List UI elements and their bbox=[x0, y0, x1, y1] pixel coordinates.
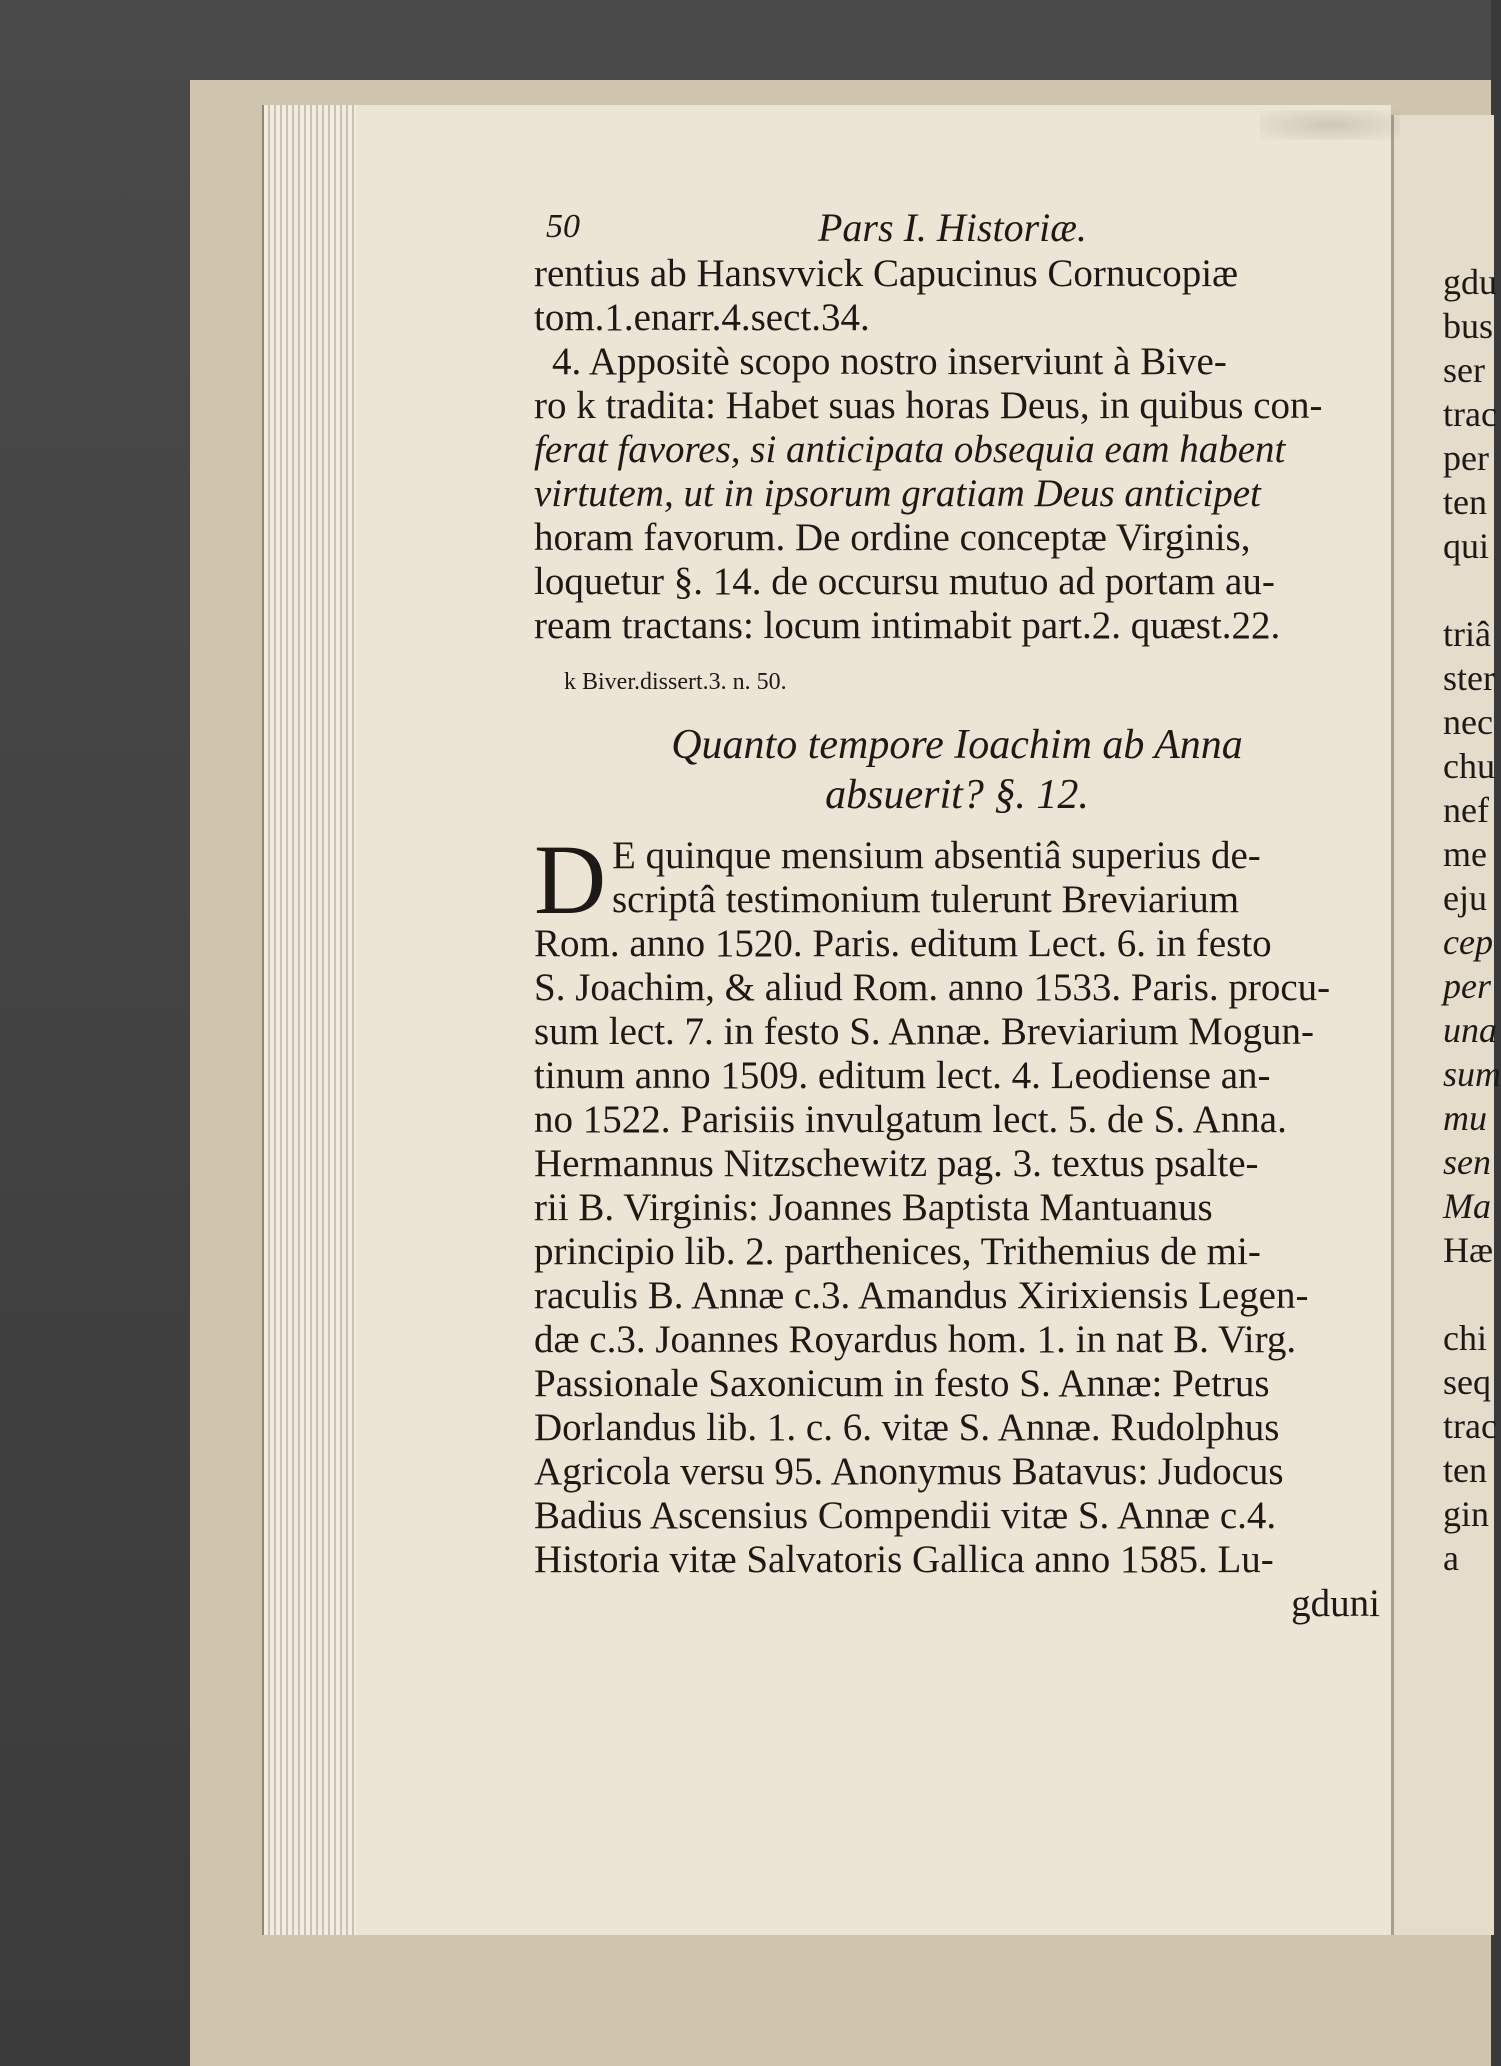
fragment: trac bbox=[1443, 1406, 1497, 1446]
fragment: sen bbox=[1443, 1142, 1491, 1182]
fragment: Ma bbox=[1443, 1186, 1491, 1226]
text-line: loquetur §. 14. de occursu mutuo ad portam au- bbox=[534, 560, 1275, 603]
text-line: tom.1.enarr.4.sect.34. bbox=[534, 296, 870, 339]
text-line: raculis B. Annæ c.3. Amandus Xirixiensis Legen- bbox=[534, 1274, 1309, 1317]
fragment: ten bbox=[1443, 1450, 1487, 1490]
fragment: triâ bbox=[1443, 614, 1491, 654]
fragment: cep bbox=[1443, 922, 1493, 962]
footnote: k Biver.dissert.3. n. 50. bbox=[564, 669, 787, 695]
text-line: no 1522. Parisiis invulgatum lect. 5. de S. Anna. bbox=[534, 1098, 1287, 1141]
text-line: rii B. Virginis: Joannes Baptista Mantuanus bbox=[534, 1186, 1213, 1229]
text-line: S. Joachim, & aliud Rom. anno 1533. Paris. procu- bbox=[534, 966, 1331, 1009]
fragment: chu bbox=[1443, 746, 1495, 786]
text-line: ro k tradita: Habet suas horas Deus, in quibus con- bbox=[534, 384, 1323, 427]
fragment: ser bbox=[1443, 350, 1485, 390]
catchword: gduni bbox=[1291, 1582, 1380, 1625]
fragment: qui bbox=[1443, 526, 1490, 566]
fragment: per bbox=[1443, 966, 1491, 1006]
section-heading-line: Quanto tempore Ioachim ab Anna bbox=[671, 722, 1243, 768]
fragment: seq bbox=[1443, 1362, 1491, 1402]
fragment: per bbox=[1443, 438, 1489, 478]
fragment: una bbox=[1443, 1010, 1497, 1050]
fragment: trac bbox=[1443, 394, 1497, 434]
running-title: Pars I. Historiæ. bbox=[818, 205, 1087, 250]
fragment: gin bbox=[1443, 1494, 1490, 1534]
fragment bbox=[1443, 1272, 1491, 1316]
stain bbox=[1260, 110, 1400, 140]
body-paragraph bbox=[534, 824, 1380, 1582]
running-head bbox=[534, 200, 1380, 252]
page-number: 50 bbox=[546, 208, 580, 245]
fragment: chi bbox=[1443, 1318, 1487, 1358]
fragment: bus bbox=[1443, 306, 1494, 346]
text-line: dæ c.3. Joannes Royardus hom. 1. in nat B. Virg. bbox=[534, 1318, 1297, 1361]
text-line: Dorlandus lib. 1. c. 6. vitæ S. Annæ. Rudolphus bbox=[534, 1406, 1280, 1449]
section-heading-line: absuerit? §. 12. bbox=[825, 772, 1089, 818]
fragment: me bbox=[1443, 834, 1487, 874]
fragment: Hæ bbox=[1443, 1230, 1494, 1270]
text-line: tinum anno 1509. editum lect. 4. Leodiense an- bbox=[534, 1054, 1271, 1097]
page-edges bbox=[262, 105, 360, 1935]
fragment: ster bbox=[1443, 658, 1495, 698]
fragment: eju bbox=[1443, 878, 1487, 918]
fragment: gdu bbox=[1443, 262, 1497, 302]
fragment: ten bbox=[1443, 482, 1487, 522]
page-text bbox=[534, 200, 1380, 1626]
fragment: sum bbox=[1443, 1054, 1501, 1094]
text-line: principio lib. 2. parthenices, Trithemius de mi- bbox=[534, 1230, 1261, 1273]
text-line: sum lect. 7. in festo S. Annæ. Breviarium Mogun- bbox=[534, 1010, 1314, 1053]
fragment: nec bbox=[1443, 702, 1493, 742]
fragment: mu bbox=[1443, 1098, 1487, 1138]
text-line: Rom. anno 1520. Paris. editum Lect. 6. in festo bbox=[534, 922, 1272, 965]
fragment: nef bbox=[1443, 790, 1489, 830]
text-line: Hermannus Nitzschewitz pag. 3. textus psalte- bbox=[534, 1142, 1259, 1185]
text-line: 4. Appositè scopo nostro inserviunt à Bive- bbox=[552, 340, 1227, 383]
text-line: Historia vitæ Salvatoris Gallica anno 1585. Lu- bbox=[534, 1538, 1274, 1581]
text-line: virtutem, ut in ipsorum gratiam Deus anticipet bbox=[534, 472, 1261, 515]
text-line: Agricola versu 95. Anonymus Batavus: Judocus bbox=[534, 1450, 1284, 1493]
section-heading bbox=[534, 720, 1380, 820]
text-line: scriptâ testimonium tulerunt Breviarium bbox=[612, 878, 1240, 921]
text-line: ferat favores, si anticipata obsequia eam habent bbox=[534, 428, 1286, 471]
fragment: a bbox=[1443, 1538, 1459, 1578]
text-line: ream tractans: locum intimabit part.2. quæst.22. bbox=[534, 604, 1281, 647]
text-line: horam favorum. De ordine conceptæ Virginis, bbox=[534, 516, 1251, 559]
text-line: Badius Ascensius Compendii vitæ S. Annæ c.4. bbox=[534, 1494, 1277, 1537]
drop-cap: D bbox=[534, 824, 607, 935]
text-line: Passionale Saxonicum in festo S. Annæ: Petrus bbox=[534, 1362, 1270, 1405]
text-line: rentius ab Hansvvick Capucinus Cornucopiæ bbox=[534, 252, 1239, 295]
text-line: E quinque mensium absentiâ superius de- bbox=[612, 834, 1261, 877]
fragment bbox=[1443, 568, 1491, 612]
next-page-fragments bbox=[1443, 260, 1501, 1580]
